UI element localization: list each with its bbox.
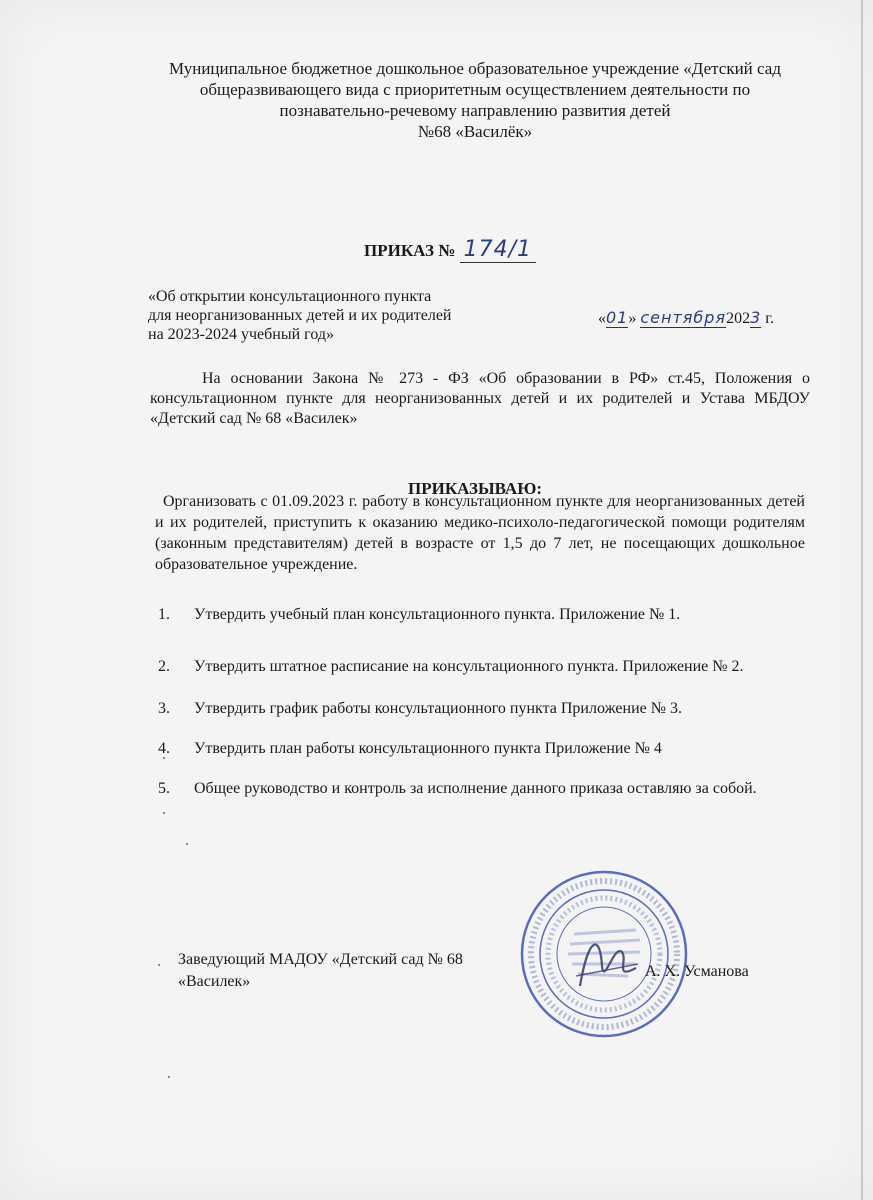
subject-line-3: на 2023-2024 учебный год» xyxy=(148,326,334,343)
item-number: 5. xyxy=(158,780,170,797)
subject-line-1: «Об открытии консультационного пункта xyxy=(148,288,432,305)
order-title-label: ПРИКАЗ № xyxy=(364,241,456,260)
date-open-quote: « xyxy=(598,310,606,327)
scan-speck xyxy=(163,812,165,814)
item-text: Утвердить штатное расписание на консультационного пункта. Приложение № 2. xyxy=(194,658,744,675)
header-line-2: общеразвивающего вида с приоритетным осуществлением деятельности по xyxy=(199,80,751,99)
date-month: сентября xyxy=(640,308,727,327)
scan-speck xyxy=(163,757,165,759)
date-close-quote: » xyxy=(628,310,637,327)
order-item xyxy=(158,606,838,624)
item-text: Утвердить учебный план консультационного пункта. Приложение № 1. xyxy=(194,606,681,623)
header-line-3: познавательно-речевому направлению развития детей xyxy=(279,101,671,120)
role-line-2: «Василек» xyxy=(178,973,251,990)
date-suffix: г. xyxy=(765,310,775,327)
item-number: 1. xyxy=(158,606,170,623)
order-number-handwritten: 174/1 xyxy=(460,237,536,263)
order-title xyxy=(300,237,600,262)
item-number: 4. xyxy=(158,740,170,757)
order-date xyxy=(598,308,818,328)
item-text: Утвердить план работы консультационного пункта Приложение № 4 xyxy=(194,740,662,757)
order-subject xyxy=(148,287,508,344)
scan-speck xyxy=(168,1076,170,1078)
official-stamp xyxy=(518,868,690,1040)
order-item xyxy=(158,780,838,798)
order-body: Организовать с 01.09.2023 г. работу в консультационном пункте для неорганизованных детей и их родителей, приступить к оказанию медико-психоло-педагогической помощи родителям (законным представителям) детей в возрасте от 1,5 до 7 лет, не посещающих дошкольное образовательное учреждение. xyxy=(155,493,805,573)
item-number: 3. xyxy=(158,700,170,717)
header-line-4: №68 «Василёк» xyxy=(417,122,533,141)
order-item xyxy=(158,700,838,718)
scan-speck xyxy=(186,843,188,845)
role-line-1: Заведующий МАДОУ «Детский сад № 68 xyxy=(178,951,463,968)
order-heading: ПРИКАЗЫВАЮ: xyxy=(407,479,543,498)
order-item xyxy=(158,658,838,676)
scan-speck xyxy=(158,964,160,966)
item-text: Общее руководство и контроль за исполнение данного приказа оставляю за собой. xyxy=(194,780,757,797)
item-text: Утвердить график работы консультационного пункта Приложение № 3. xyxy=(194,700,683,717)
header-line-1: Муниципальное бюджетное дошкольное образовательное учреждение «Детский сад xyxy=(169,59,781,78)
date-year-prefix: 202 xyxy=(726,310,751,327)
order-basis: На основании Закона № 273 - ФЗ «Об образовании в РФ» ст.45, Положения о консультационном пункте для неорганизованных детей и их родителей и Устава МБДОУ «Детский сад № 68 «Василек» xyxy=(150,370,810,427)
signatory-name: А. Х. Усманова xyxy=(645,963,749,980)
date-day: 01 xyxy=(606,308,629,327)
item-number: 2. xyxy=(158,658,170,675)
date-year-suffix: 3 xyxy=(750,308,762,327)
signatory-role xyxy=(178,949,508,993)
order-item xyxy=(158,740,838,758)
institution-header xyxy=(150,58,800,142)
page-edge xyxy=(861,0,863,1200)
subject-line-2: для неорганизованных детей и их родителей xyxy=(148,307,452,324)
